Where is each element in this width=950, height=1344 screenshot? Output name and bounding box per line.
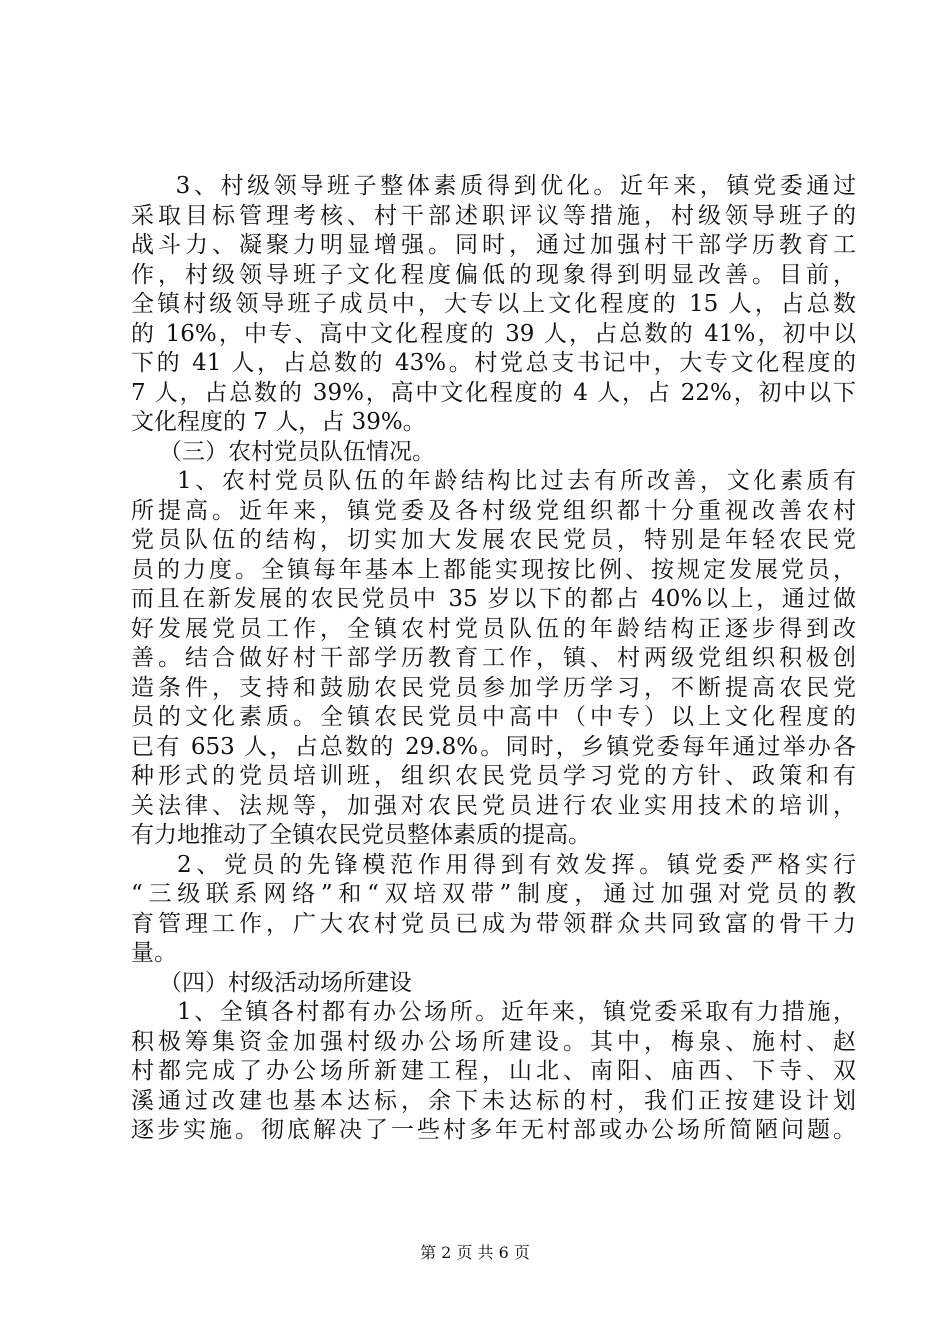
text-line: 3、村级领导班子整体素质得到优化。近年来，镇党委通过 (149, 173, 856, 199)
text-line: 的 16%，中专、高中文化程度的 39 人，占总数的 41%，初中以 (131, 320, 856, 347)
document-body (131, 172, 856, 1146)
text-line: 作，村级领导班子文化程度偏低的现象得到明显改善。目前， (131, 261, 856, 288)
text-line: 关法律、法规等，加强对农民党员进行农业实用技术的培训， (131, 792, 856, 819)
page-footer: 第 2 页 共 6 页 (420, 1243, 530, 1262)
text-line: 所提高。近年来，镇党委及各村级党组织都十分重视改善农村 (131, 497, 856, 524)
text-line: 而且在新发展的农民党员中 35 岁以下的都占 40%以上，通过做 (131, 586, 856, 612)
text-line: 积极筹集资金加强村级办公场所建设。其中，梅泉、施村、赵 (131, 1028, 856, 1055)
text-line: 育管理工作，广大农村党员已成为带领群众共同致富的骨干力 (131, 910, 856, 937)
text-line: 已有 653 人，占总数的 29.8%。同时，乡镇党委每年通过举办各 (131, 733, 856, 760)
text-line: 好发展党员工作，全镇农村党员队伍的年龄结构正逐步得到改 (131, 615, 856, 642)
text-line: “三级联系网络”和“双培双带”制度，通过加强对党员的教 (131, 881, 856, 907)
text-line: 有力地推动了全镇农民党员整体素质的提高。 (131, 822, 591, 848)
text-line: 员的文化素质。全镇农民党员中高中（中专）以上文化程度的 (131, 704, 856, 730)
text-line: 造条件，支持和鼓励农民党员参加学历学习，不断提高农民党 (131, 674, 856, 701)
text-line: 战斗力、凝聚力明显增强。同时，通过加强村干部学历教育工 (131, 232, 856, 258)
text-line: 下的 41 人，占总数的 43%。村党总支书记中，大专文化程度的 (131, 350, 856, 376)
text-line: 党员队伍的结构，切实加大发展农民党员，特别是年轻农民党 (131, 527, 856, 553)
text-line: 员的力度。全镇每年基本上都能实现按比例、按规定发展党员， (131, 556, 856, 583)
text-line: 文化程度的 7 人，占 39%。 (131, 409, 426, 435)
text-line: 溪通过改建也基本达标，余下未达标的村，我们正按建设计划 (131, 1087, 856, 1114)
text-line: 7 人，占总数的 39%，高中文化程度的 4 人，占 22%，初中以下 (131, 379, 856, 406)
text-line: 1、全镇各村都有办公场所。近年来，镇党委采取有力措施， (177, 999, 856, 1025)
text-line: 2、党员的先锋模范作用得到有效发挥。镇党委严格实行 (177, 851, 856, 878)
text-line: 种形式的党员培训班，组织农民党员学习党的方针、政策和有 (131, 763, 856, 789)
text-line: 全镇村级领导班子成员中，大专以上文化程度的 15 人，占总数 (131, 291, 856, 317)
text-line: （四）村级活动场所建设 (159, 969, 412, 996)
text-line: 采取目标管理考核、村干部述职评议等措施，村级领导班子的 (131, 202, 856, 229)
text-line: 村都完成了办公场所新建工程，山北、南阳、庙西、下寺、双 (131, 1058, 856, 1084)
text-line: 逐步实施。彻底解决了一些村多年无村部或办公场所简陋问题。 (131, 1117, 856, 1143)
text-line: （三）农村党员队伍情况。 (159, 438, 435, 465)
text-line: 量。 (131, 940, 177, 966)
text-line: 1、农村党员队伍的年龄结构比过去有所改善，文化素质有 (177, 468, 856, 494)
text-line: 善。结合做好村干部学历教育工作，镇、村两级党组织积极创 (131, 645, 856, 671)
